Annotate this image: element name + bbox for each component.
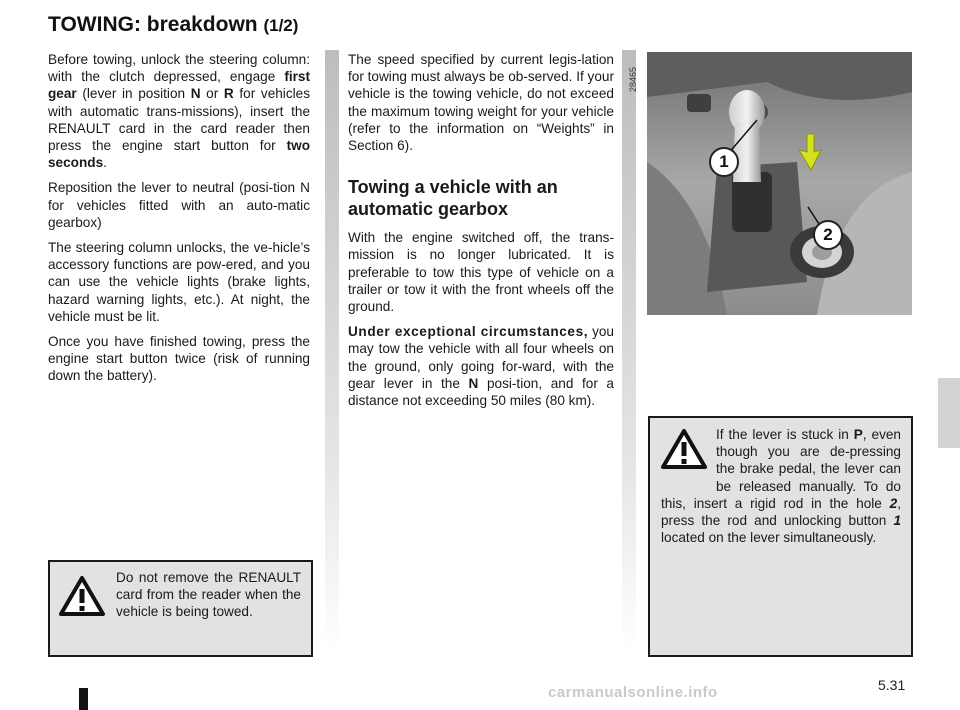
figure-reference: 28465 [628, 66, 638, 92]
middle-paragraph-2: With the engine switched off, the trans-mission is no longer lubricated. It is preferable to tow this type of vehicle on a trailer or tow it with the front wheels off the ground. [348, 230, 614, 315]
icon-spacer [661, 426, 716, 486]
callout-2: 2 [813, 220, 843, 250]
watermark: carmanualsonline.info [548, 684, 718, 701]
gear-lever-photo [647, 52, 912, 315]
left-paragraph-1 [48, 51, 310, 171]
left-paragraph-4: Once you have finished towing, press the engine start button twice (risk of running down the battery). [48, 334, 310, 384]
bold-run: Under exceptional circumstances, [348, 324, 589, 340]
text-run: posi-tion, and for a distance not exceeding 50 miles (80 km). [348, 375, 614, 409]
warning-triangle-icon [58, 575, 106, 617]
middle-paragraph-3 [348, 323, 614, 409]
section-tab [938, 378, 960, 448]
text-run: , press the rod and unlocking button [661, 495, 901, 529]
section-subheading: Towing a vehicle with an automatic gearbox [348, 177, 558, 220]
left-paragraph-2: Reposition the lever to neutral (posi-tion N for vehicles fitted with an auto-matic gearbox) [48, 180, 310, 230]
text-run: If the lever is stuck in [716, 427, 854, 442]
page-number: 5.31 [878, 677, 906, 693]
bold-run: first gear [48, 69, 310, 102]
text-run: . [103, 155, 107, 171]
text-run: , even though you are de-pressing the brake pedal, the lever can be released manually. To do this, insert a rigid rod in the hole [661, 427, 901, 511]
column-divider-right [622, 50, 636, 650]
title-text: TOWING: breakdown [48, 13, 258, 36]
bold-italic-run: 1 [893, 513, 901, 529]
middle-column [348, 51, 614, 417]
warning-box-left [48, 560, 313, 657]
bold-run: two seconds [48, 138, 310, 171]
left-paragraph-3: The steering column unlocks, the ve-hicle’s accessory functions are pow-ered, and you can use the vehicle lights (brake lights, hazard warning lights, etc.). At night, the vehicle must be lit. [48, 240, 310, 324]
page-title [48, 13, 298, 37]
callout-1: 1 [709, 147, 739, 177]
text-run: or [200, 86, 224, 102]
warning-box-right [648, 416, 913, 657]
middle-paragraph-1: The speed specified by current legis-lation for towing must always be ob-served. If your vehicle is the towing vehicle, do not exceed the maximum towing weight for your vehicle (refer to the information on “Weights” in Section 6). [348, 52, 614, 154]
bold-italic-run: 2 [889, 495, 898, 511]
text-run: for vehicles with automatic trans-missions), insert the RENAULT card in the card reader then press the engine start button for [48, 86, 311, 154]
corner-mark [79, 688, 88, 710]
left-column [48, 51, 310, 393]
text-run: Before towing, unlock the steering column: with the clutch depressed, engage [48, 52, 310, 85]
text-run: you may tow the vehicle with all four wheels on the ground, only going for-ward, with the gear lever in the [348, 324, 614, 391]
bold-run: N [190, 86, 201, 102]
warning-text-left: Do not remove the RENAULT card from the reader when the vehicle is being towed. [116, 570, 301, 620]
column-divider-left [325, 50, 339, 650]
bold-run: N [468, 375, 479, 391]
bold-run: R [223, 86, 234, 102]
text-run: located on the lever simultaneously. [661, 530, 877, 546]
title-part: (1/2) [263, 16, 299, 35]
text-run: (lever in position [76, 86, 191, 102]
warning-text-right [661, 426, 901, 546]
bold-run: P [853, 427, 863, 442]
